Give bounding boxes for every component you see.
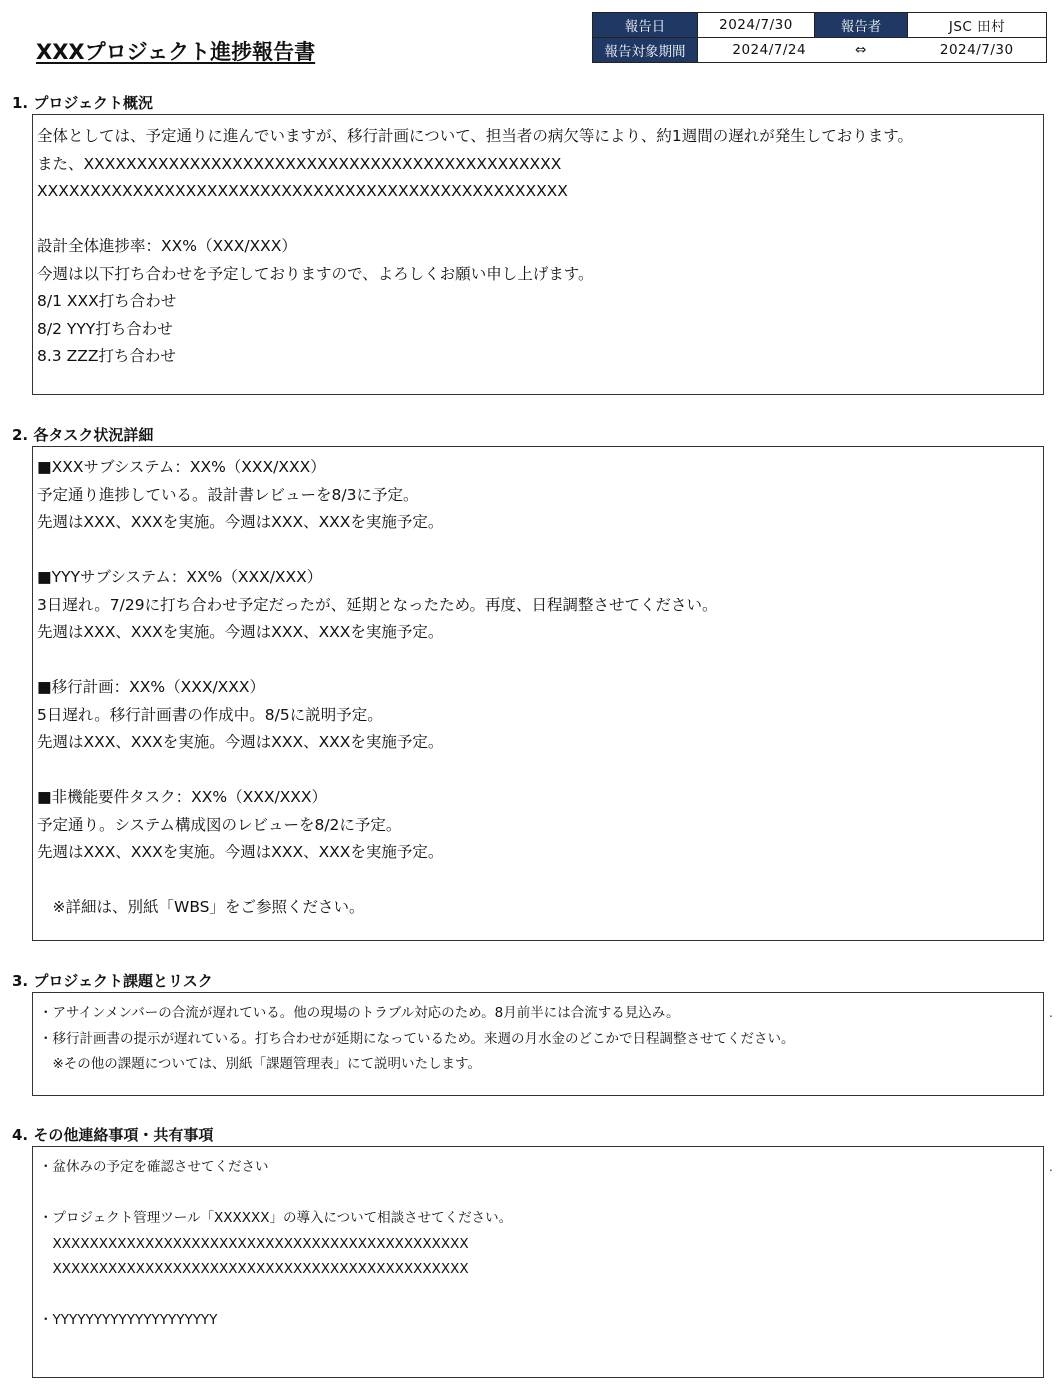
text-line: また、XXXXXXXXXXXXXXXXXXXXXXXXXXXXXXXXXXXXXXXXXXXXX (37, 154, 562, 173)
period-start: 2024/7/24 (698, 38, 815, 63)
text-line: ・移行計画書の提示が遅れている。打ち合わせが延期になっているため。来週の月水金のどこかで日程調整させてください。 (39, 1030, 795, 1047)
overview-box (32, 114, 1044, 395)
text-line (33, 1283, 1043, 1309)
text-line (33, 647, 1043, 675)
text-line (33, 757, 1043, 785)
report-meta-table (592, 12, 1047, 63)
text-line (33, 206, 1043, 234)
text-line: ■非機能要件タスク：XX%（XXX/XXX） (37, 788, 328, 806)
text-line: 先週はXXX、XXXを実施。今週はXXX、XXXを実施予定。 (37, 843, 444, 861)
text-line: 予定通り。システム構成図のレビューを8/2に予定。 (37, 815, 402, 834)
other-notes-box (32, 1146, 1044, 1378)
period-end: 2024/7/30 (908, 38, 1047, 63)
text-line: 設計全体進捗率：XX%（XXX/XXX） (37, 237, 297, 255)
cell-marker: . (1049, 1160, 1053, 1174)
text-line: 先週はXXX、XXXを実施。今週はXXX、XXXを実施予定。 (37, 733, 444, 751)
section-heading-issues-risks: 3. プロジェクト課題とリスク (12, 972, 213, 990)
text-line: ・プロジェクト管理ツール「XXXXXX」の導入について相談させてください。 (39, 1210, 513, 1226)
text-line: 3日遅れ。7/29に打ち合わせ予定だったが、延期となったため。再度、日程調整させてください。 (37, 595, 718, 614)
text-line: ■YYYサブシステム：XX%（XXX/XXX） (37, 568, 323, 586)
issues-risks-box (32, 992, 1044, 1096)
text-line: 全体としては、予定通りに進んでいますが、移行計画について、担当者の病欠等により、約1週間の遅れが発生しております。 (37, 127, 914, 145)
text-line: 先週はXXX、XXXを実施。今週はXXX、XXXを実施予定。 (37, 513, 444, 531)
section-heading-other-notes: 4. その他連絡事項・共有事項 (12, 1126, 214, 1144)
cell-marker: . (1049, 1006, 1053, 1020)
text-line: XXXXXXXXXXXXXXXXXXXXXXXXXXXXXXXXXXXXXXXXXXXXX (39, 1235, 469, 1252)
text-line: ※詳細は、別紙「WBS」をご参照ください。 (37, 898, 365, 916)
text-line: 8.3 ZZZ打ち合わせ (37, 347, 176, 365)
text-line: ・YYYYYYYYYYYYYYYYYYYY (39, 1312, 218, 1328)
section-heading-task-details: 2. 各タスク状況詳細 (12, 426, 154, 444)
text-line: ・盆休みの予定を確認させてください (39, 1159, 269, 1175)
period-label: 報告対象期間 (593, 38, 698, 63)
period-arrow: ⇔ (815, 38, 908, 63)
text-line: ・アサインメンバーの合流が遅れている。他の現場のトラブル対応のため。8月前半には合流する見込み。 (39, 1005, 680, 1021)
reporter-value: JSC 田村 (908, 13, 1047, 38)
text-line (33, 867, 1043, 895)
text-line: ※その他の課題については、別紙「課題管理表」にて説明いたします。 (39, 1056, 481, 1072)
text-line: 今週は以下打ち合わせを予定しておりますので、よろしくお願い申し上げます。 (37, 264, 594, 283)
text-line: 予定通り進捗している。設計書レビューを8/3に予定。 (37, 485, 419, 504)
section-heading-overview: 1. プロジェクト概況 (12, 94, 154, 112)
text-line: XXXXXXXXXXXXXXXXXXXXXXXXXXXXXXXXXXXXXXXXXXXXXXXXXX (37, 182, 568, 200)
text-line: XXXXXXXXXXXXXXXXXXXXXXXXXXXXXXXXXXXXXXXXXXXXX (39, 1261, 469, 1277)
text-line: 8/1 XXX打ち合わせ (37, 292, 177, 310)
text-line (33, 537, 1043, 565)
text-line: ■移行計画：XX%（XXX/XXX） (37, 678, 266, 696)
report-date-value: 2024/7/30 (698, 13, 815, 38)
text-line: ■XXXサブシステム：XX%（XXX/XXX） (37, 458, 326, 476)
report-date-label: 報告日 (593, 13, 698, 38)
page-title: XXXプロジェクト進捗報告書 (36, 40, 316, 64)
reporter-label: 報告者 (815, 13, 908, 38)
task-details-box (32, 446, 1044, 941)
text-line: 8/2 YYY打ち合わせ (37, 319, 173, 338)
text-line: 先週はXXX、XXXを実施。今週はXXX、XXXを実施予定。 (37, 623, 444, 641)
text-line (33, 1181, 1043, 1207)
text-line: 5日遅れ。移行計画書の作成中。8/5に説明予定。 (37, 705, 383, 724)
